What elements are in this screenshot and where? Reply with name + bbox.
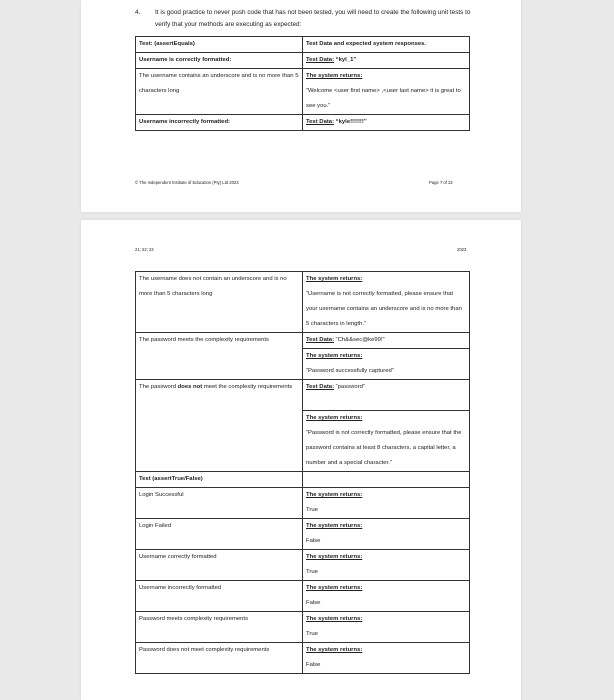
- system-returns-value: “Password successfully captured”: [306, 368, 394, 374]
- table-row: [136, 272, 470, 333]
- system-returns-label: The system returns:: [306, 647, 363, 653]
- row-data: [303, 53, 470, 69]
- desc-emphasis: does not: [177, 384, 203, 390]
- bool-desc: Username correctly formatted: [136, 550, 303, 581]
- bool-result: [303, 581, 470, 612]
- table-row: [136, 643, 470, 674]
- row-description: The username contains an underscore and is no more than 5 characters long: [136, 69, 303, 115]
- test-data-label: Test Data:: [306, 57, 335, 63]
- test-table-page-1: [135, 36, 470, 131]
- table-row: [136, 53, 470, 69]
- bool-desc: Username incorrectly formatted: [136, 581, 303, 612]
- system-returns-label: The system returns:: [306, 585, 363, 591]
- table-row: [136, 519, 470, 550]
- test-data-value: “password”: [334, 384, 365, 390]
- system-returns-value: “Welcome <user first name> ,<user last name> it is great to see you.”: [306, 88, 461, 109]
- system-returns-label: The system returns:: [306, 523, 363, 529]
- bool-desc: Login Successful: [136, 488, 303, 519]
- bool-value: False: [306, 600, 321, 606]
- row-data: [303, 115, 470, 131]
- bool-header: Test (assertTrue/False): [136, 472, 303, 488]
- row-data: [303, 411, 470, 472]
- table-header-row: [136, 37, 470, 53]
- header-right: 2023: [457, 247, 467, 252]
- system-returns-value: “Username is not correctly formatted, please ensure that your username contains an underscore and is no more than 5 characters in length.”: [306, 291, 462, 327]
- test-table-page-2: [135, 271, 470, 674]
- document-page-1: [81, 0, 521, 212]
- footer-copyright: © The Independent Institute of Education (Pty) Ltd 2023: [135, 180, 239, 185]
- bool-value: False: [306, 538, 321, 544]
- system-returns-value: “Password is not correctly formatted, please ensure that the password contains at least 8 characters, a capital letter, a number and a special character.”: [306, 430, 462, 466]
- bool-value: False: [306, 662, 321, 668]
- row-data: [303, 69, 470, 115]
- system-returns-label: The system returns:: [306, 276, 363, 282]
- system-returns-label: The system returns:: [306, 492, 363, 498]
- table-row: [136, 115, 470, 131]
- bool-result: [303, 488, 470, 519]
- bool-result: [303, 612, 470, 643]
- test-data-value: “kyl_1”: [334, 57, 357, 63]
- row-data: [303, 349, 470, 380]
- header-test-name: Test: (assertEquals): [136, 37, 303, 53]
- bool-result: [303, 519, 470, 550]
- test-data-label: Test Data:: [306, 337, 335, 343]
- system-returns-label: The system returns:: [306, 73, 363, 79]
- row-data: [303, 380, 470, 411]
- table-row: [136, 333, 470, 349]
- bool-value: True: [306, 631, 318, 637]
- table-row: [136, 550, 470, 581]
- row-label: Username incorrectly formatted:: [136, 115, 303, 131]
- row-data: [303, 272, 470, 333]
- table-row: [136, 380, 470, 411]
- test-data-label: Test Data:: [306, 384, 335, 390]
- row-description: The password meets the complexity requirements: [136, 333, 303, 380]
- item-number: 4.: [135, 9, 141, 16]
- header-left: 21; 22; 23: [135, 247, 154, 252]
- table-row: [136, 488, 470, 519]
- table-row: [136, 69, 470, 115]
- header-test-data: Test Data and expected system responses.: [303, 37, 470, 53]
- intro-text: It is good practice to never push code that has not been tested, you will need to create the following unit tests to verify that your methods are executing as expected:: [155, 9, 471, 28]
- bool-desc: Password meets complexity requirements: [136, 612, 303, 643]
- bool-result: [303, 643, 470, 674]
- desc-text: The password: [139, 384, 178, 390]
- row-data: [303, 333, 470, 349]
- test-data-label: Test Data:: [306, 119, 335, 125]
- row-label: Username is correctly formatted:: [136, 53, 303, 69]
- bool-result: [303, 550, 470, 581]
- bool-value: True: [306, 569, 318, 575]
- document-page-2: [81, 220, 521, 700]
- row-description: The username does not contain an underscore and is no more than 5 characters long: [136, 272, 303, 333]
- system-returns-label: The system returns:: [306, 554, 363, 560]
- table-row: [136, 581, 470, 612]
- bool-header-empty: [303, 472, 470, 488]
- bool-desc: Login Failed: [136, 519, 303, 550]
- desc-text: meet the complexity requirements: [202, 384, 293, 390]
- test-data-value: “kyle!!!!!!!”: [334, 119, 367, 125]
- row-description: [136, 380, 303, 472]
- test-data-value: “Ch&&sec@ke99!”: [334, 337, 385, 343]
- bool-value: True: [306, 507, 318, 513]
- bool-header-row: [136, 472, 470, 488]
- footer-page-number: Page 7 of 22: [429, 180, 453, 185]
- table-row: [136, 612, 470, 643]
- system-returns-label: The system returns:: [306, 616, 363, 622]
- bool-desc: Password does not meet complexity requirements: [136, 643, 303, 674]
- system-returns-label: The system returns:: [306, 353, 363, 359]
- system-returns-label: The system returns:: [306, 415, 363, 421]
